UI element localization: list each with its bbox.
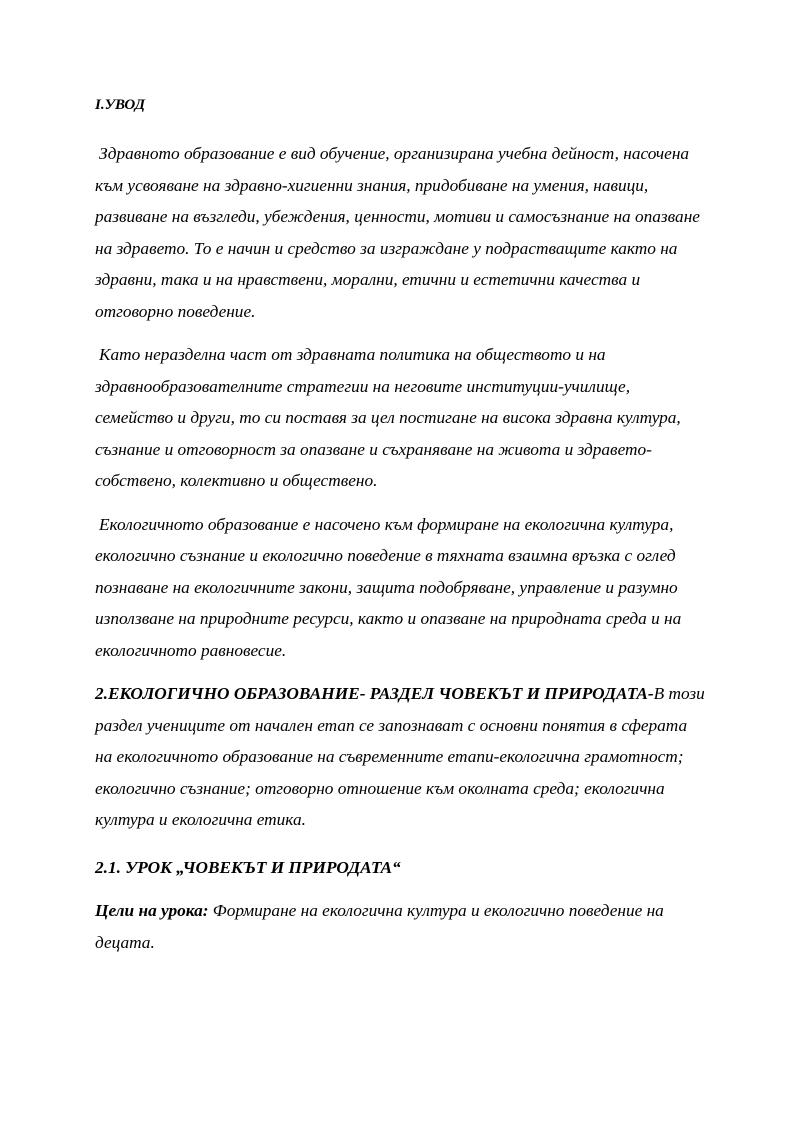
intro-paragraph-1: Здравното образование е вид обучение, организирана учебна дейност, насочена към усвояване на здравно-хигиенни знания, придобиване на умения, навици, развиване на възгледи, убеждения, ценности, мотиви и самосъзнание на опазване на здравето. То е начин и средство за изграждане у подрастващите както на здравни, така и на нравствени, морални, етични и естетични качества и отговорно поведение. bbox=[95, 144, 700, 321]
lesson-goals bbox=[95, 895, 707, 958]
lesson-goals-label: Цели на урока: bbox=[95, 901, 209, 920]
lesson-heading: 2.1. УРОК „ЧОВЕКЪТ И ПРИРОДАТА“ bbox=[95, 857, 401, 877]
intro-paragraph-2: Като неразделна част от здравната политика на обществото и на здравнообразователните стратегии на неговите институции-училище, семейство и други, то си поставя за цел постигане на висока здравна култура, съзнание и отговорност за опазване и съхраняване на живота и здравето-собствено, колективно и обществено. bbox=[95, 345, 681, 490]
ecology-heading: 2.ЕКОЛОГИЧНО ОБРАЗОВАНИЕ- РАЗДЕЛ ЧОВЕКЪТ И ПРИРОДАТА- bbox=[95, 684, 654, 703]
intro-paragraph-3: Екологичното образование е насочено към формиране на екологична култура, екологично съзнание и екологично поведение в тяхната взаимна връзка с оглед познаване на екологичните закони, защита подобряване, управление и разумно използване на природните ресурси, както и опазване на природната среда и на екологичното равновесие. bbox=[95, 514, 682, 660]
ecology-section bbox=[95, 678, 707, 836]
ecology-text: В този раздел учениците от начален етап се запознават с основни понятия в сферата на екологичното образование на съвременните етапи-екологична грамотност; екологично съзнание; отговорно отношение към околната среда; екологична култура и екологична етика. bbox=[95, 684, 705, 829]
intro-heading: I.УВОД bbox=[95, 97, 146, 113]
lesson-goals-text: Формиране на екологична култура и екологично поведение на децата. bbox=[95, 901, 664, 952]
document-body bbox=[95, 92, 707, 970]
